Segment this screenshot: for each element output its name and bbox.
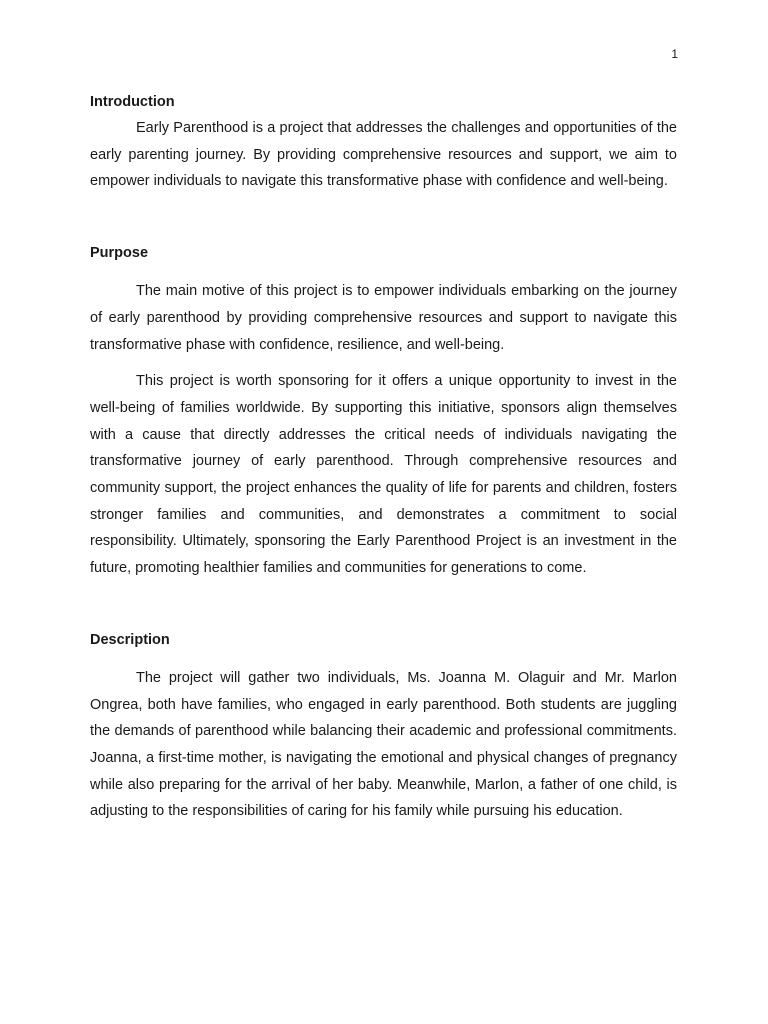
purpose-heading: Purpose xyxy=(90,245,149,262)
page-number: 1 xyxy=(671,47,678,61)
description-paragraph: The project will gather two individuals, Ms. Joanna M. Olaguir and Mr. Marlon Ongrea, both have families, who engaged in early parenthood. Both students are juggling the demands of parenthood while balancing their academic and professional commitments. Joanna, a first-time mother, is navigating the emotional and physical changes of pregnancy while also preparing for the arrival of her baby. Meanwhile, Marlon, a father of one child, is adjusting to the responsibilities of caring for his family while pursuing his education. xyxy=(90,669,677,820)
purpose-paragraph-2: This project is worth sponsoring for it offers a unique opportunity to invest in the well-being of families worldwide. By supporting this initiative, sponsors align themselves with a cause that directly addresses the critical needs of individuals navigating the transformative journey of early parenthood. Through comprehensive resources and community support, the project enhances the quality of life for parents and children, fosters stronger families and communities, and demonstrates a commitment to social responsibility. Ultimately, sponsoring the Early Parenthood Project is an investment in the future, promoting healthier families and communities for generations to come. xyxy=(90,373,677,577)
description-heading: Description xyxy=(90,631,170,648)
introduction-paragraph: Early Parenthood is a project that addresses the challenges and opportunities of the early parenting journey. By providing comprehensive resources and support, we aim to empower individuals to navigate this transformative phase with confidence and well-being. xyxy=(90,120,677,190)
document-body xyxy=(90,91,677,825)
description-section xyxy=(90,629,677,825)
purpose-paragraph-1: The main motive of this project is to empower individuals embarking on the journey of early parenthood by providing comprehensive resources and support to navigate this transformative phase with confidence, resilience, and well-being. xyxy=(90,283,677,353)
purpose-section xyxy=(90,242,677,582)
introduction-section xyxy=(90,91,677,195)
introduction-heading: Introduction xyxy=(90,94,175,110)
